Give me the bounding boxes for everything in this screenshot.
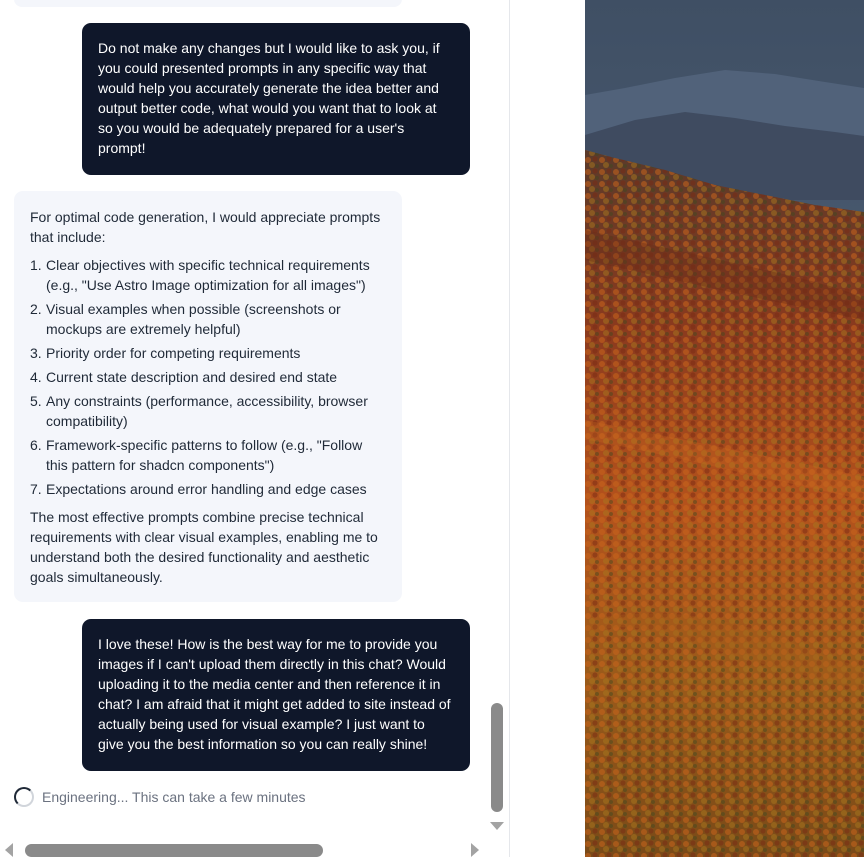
autumn-mountain-image — [585, 0, 864, 857]
list-item-number: 5. — [30, 393, 42, 409]
status-text: Engineering... This can take a few minutes — [42, 789, 306, 805]
list-item-number: 7. — [30, 481, 42, 497]
list-item-text: Visual examples when possible (screenshots or mockups are extremely helpful) — [46, 301, 341, 337]
list-item-number: 2. — [30, 301, 42, 317]
list-item-number: 3. — [30, 345, 42, 361]
list-item-text: Priority order for competing requirements — [46, 345, 301, 361]
assistant-outro: The most effective prompts combine precise technical requirements with clear visual examples, enabling me to understand both the desired functionality and aesthetic goals simultaneously. — [30, 509, 378, 585]
list-item-text: Expectations around error handling and edge cases — [46, 481, 367, 497]
panel-gutter — [510, 0, 585, 857]
list-item-text: Clear objectives with specific technical requirements (e.g., "Use Astro Image optimization for all images") — [46, 257, 370, 293]
list-item — [30, 343, 386, 363]
loading-spinner-icon — [14, 787, 34, 807]
site-preview — [585, 0, 864, 857]
list-item-text: Any constraints (performance, accessibility, browser compatibility) — [46, 393, 368, 429]
list-item — [30, 479, 386, 499]
list-item-number: 4. — [30, 369, 42, 385]
list-item-number: 6. — [30, 437, 42, 453]
user-message — [82, 23, 470, 175]
list-item — [30, 435, 386, 475]
list-item — [30, 299, 386, 339]
list-item — [30, 367, 386, 387]
assistant-list — [30, 255, 386, 499]
user-message-text: I love these! How is the best way for me to provide you images if I can't upload them directly in this chat? Would uploading it to the media center and then reference it in chat? I am afraid that it might get added to site instead of actually being used for visual example? I just want to give you the best information so you can really shine! — [98, 636, 451, 752]
list-item — [30, 255, 386, 295]
user-message — [82, 619, 470, 771]
scroll-right-arrow-icon[interactable] — [471, 843, 479, 857]
assistant-message — [14, 191, 402, 602]
horizontal-scrollbar-thumb[interactable] — [25, 844, 323, 857]
list-item-text: Current state description and desired end state — [46, 369, 338, 385]
assistant-intro: For optimal code generation, I would appreciate prompts that include: — [30, 209, 381, 245]
user-message-text: Do not make any changes but I would like to ask you, if you could presented prompts in any specific way that would help you accurately generate the idea better and output better code, what would you want that to look at so you would be adequately prepared for a user's prompt! — [98, 40, 440, 156]
list-item — [30, 391, 386, 431]
vertical-scrollbar-thumb[interactable] — [491, 703, 503, 812]
scroll-left-arrow-icon[interactable] — [5, 843, 13, 857]
previous-message-edge — [14, 0, 402, 7]
list-item-text: Framework-specific patterns to follow (e.g., "Follow this pattern for shadcn components") — [46, 437, 363, 473]
scroll-down-arrow-icon[interactable] — [490, 822, 504, 830]
generation-status — [14, 786, 306, 808]
list-item-number: 1. — [30, 257, 42, 273]
